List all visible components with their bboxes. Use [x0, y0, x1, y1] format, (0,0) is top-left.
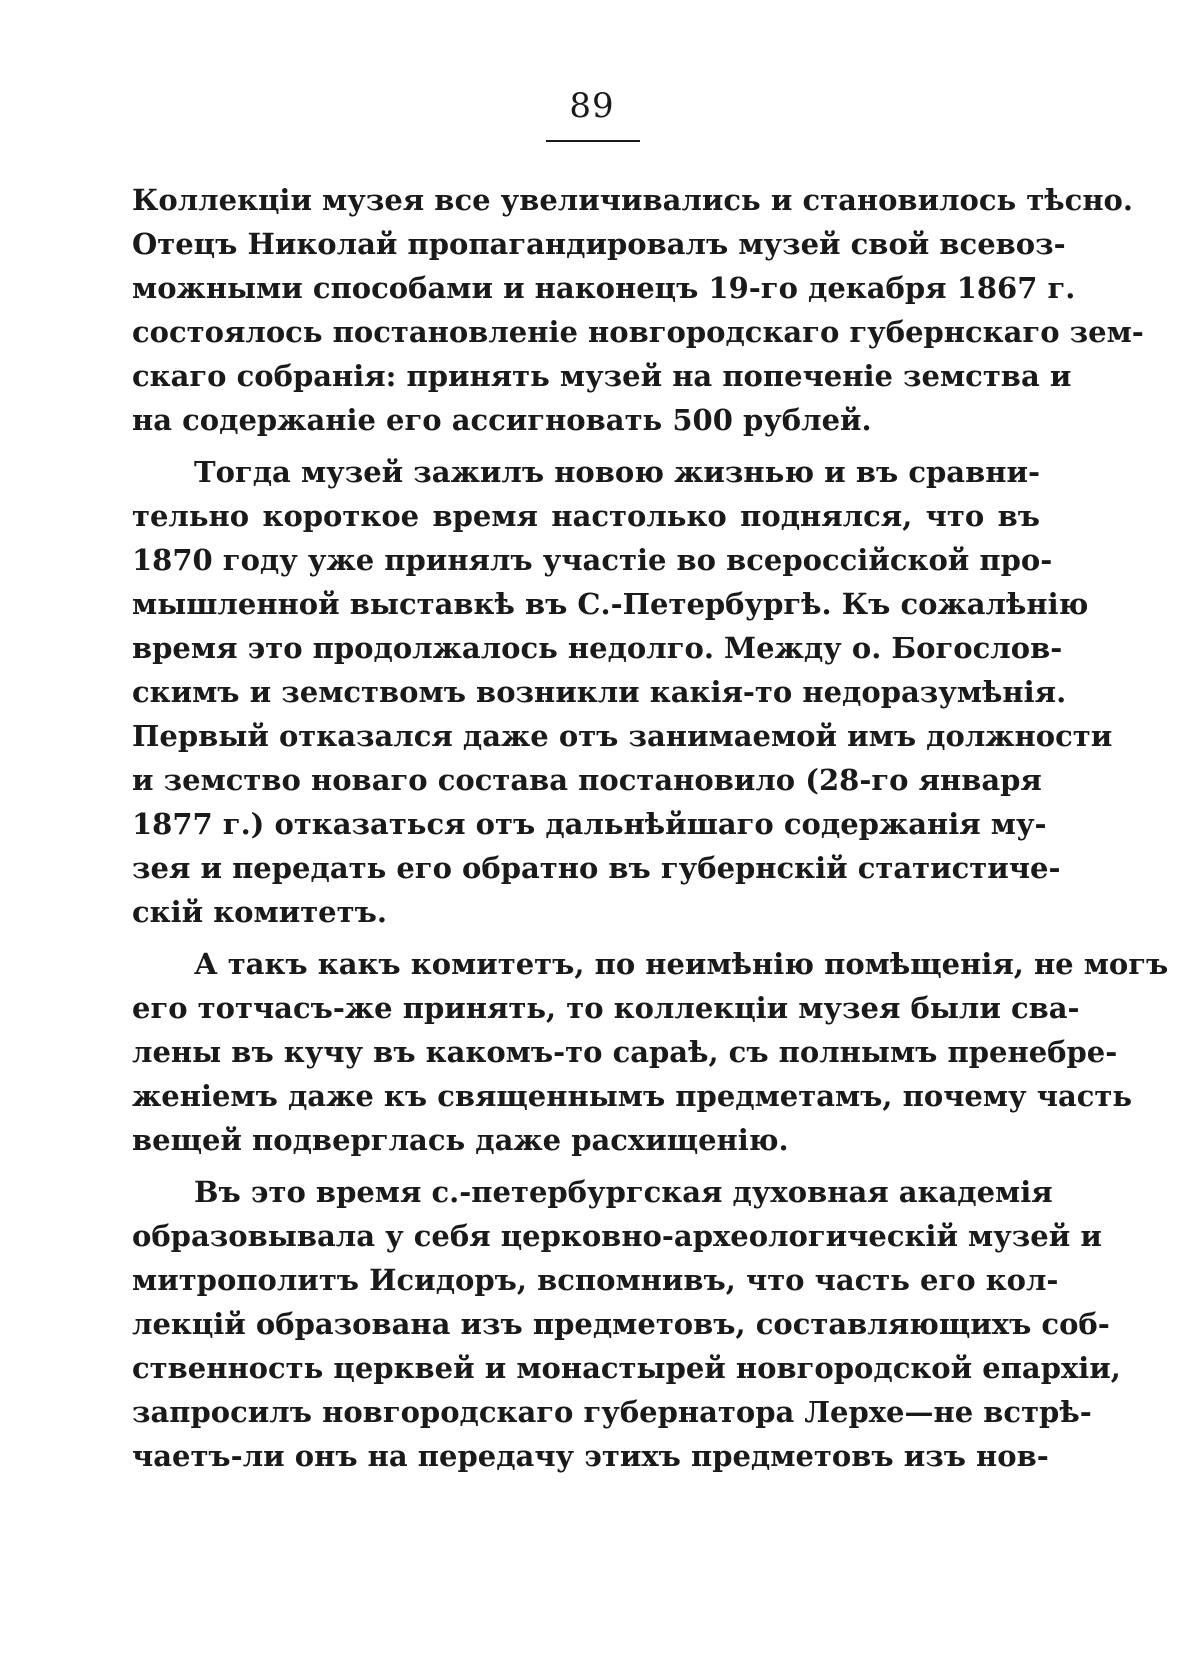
text-line: вещей подверглась даже расхищенію. — [132, 1123, 789, 1157]
text-line: скимъ и земствомъ возникли какія-то недоразумѣнія. — [132, 675, 1067, 709]
text-line: время это продолжалось недолго. Между о. Богослов- — [132, 631, 1063, 665]
text-line: скій комитетъ. — [132, 895, 387, 929]
paragraph — [132, 1170, 1121, 1478]
paragraph-gap — [132, 442, 1040, 450]
text-line: Отецъ Николай пропагандировалъ музей свой всевоз- — [132, 227, 1066, 261]
text-line: митрополитъ Исидоръ, вспомнивъ, что часть его кол- — [132, 1263, 1059, 1297]
body-text — [132, 178, 1169, 1478]
text-line: можными способами и наконецъ 19-го декабря 1867 г. — [132, 271, 1076, 305]
text-line: его тотчасъ-же принять, то коллекціи музея были сва- — [132, 991, 1080, 1025]
text-line: А такъ какъ комитетъ, по неимѣнію помѣщенія, не могъ — [194, 947, 1169, 981]
text-line: Коллекціи музея все увеличивались и становилось тѣсно. — [132, 183, 1133, 217]
paragraph-gap — [132, 1162, 1040, 1170]
text-line: ственность церквей и монастырей новгородской епархіи, — [132, 1351, 1121, 1385]
text-line: зея и передать его обратно въ губернскій статистиче- — [132, 851, 1061, 885]
text-line: образовывала у себя церковно-археологическій музей и — [132, 1219, 1102, 1253]
paragraph — [132, 942, 1169, 1162]
text-line: Въ это время с.-петербургская духовная академія — [194, 1175, 1053, 1209]
paragraph — [132, 450, 1113, 934]
page-number-rule — [546, 140, 640, 142]
text-line: лены въ кучу въ какомъ-то сараѣ, съ полнымъ пренебре- — [132, 1035, 1118, 1069]
text-line: мышленной выставкѣ въ С.-Петербургѣ. Къ сожалѣнію — [132, 587, 1089, 621]
text-line: 1877 г.) отказаться отъ дальнѣйшаго содержанія му- — [132, 807, 1047, 841]
text-line: запросилъ новгородскаго губернатора Лерхе—не встрѣ- — [132, 1395, 1092, 1429]
paragraph-gap — [132, 934, 1040, 942]
text-line: скаго собранія: принять музей на попеченіе земства и — [132, 359, 1072, 393]
text-line: и земство новаго состава постановило (28-го января — [132, 763, 1042, 797]
page-number: 89 — [569, 86, 615, 126]
text-line: Первый отказался даже отъ занимаемой имъ должности — [132, 719, 1113, 753]
text-line: Тогда музей зажилъ новою жизнью и въ сравни- — [194, 455, 1040, 489]
text-line: на содержаніе его ассигновать 500 рублей. — [132, 403, 872, 437]
text-line: лекцій образована изъ предметовъ, составляющихъ соб- — [132, 1307, 1110, 1341]
paragraph — [132, 178, 1144, 442]
text-line: тельно короткое время настолько поднялся, что въ — [132, 499, 1040, 533]
text-line: состоялось постановленіе новгородскаго губернскаго зем- — [132, 315, 1144, 349]
text-line: 1870 году уже принялъ участіе во всероссійской про- — [132, 543, 1053, 577]
text-line: чаетъ-ли онъ на передачу этихъ предметовъ изъ нов- — [132, 1439, 1049, 1473]
text-line: женіемъ даже къ священнымъ предметамъ, почему часть — [132, 1079, 1133, 1113]
